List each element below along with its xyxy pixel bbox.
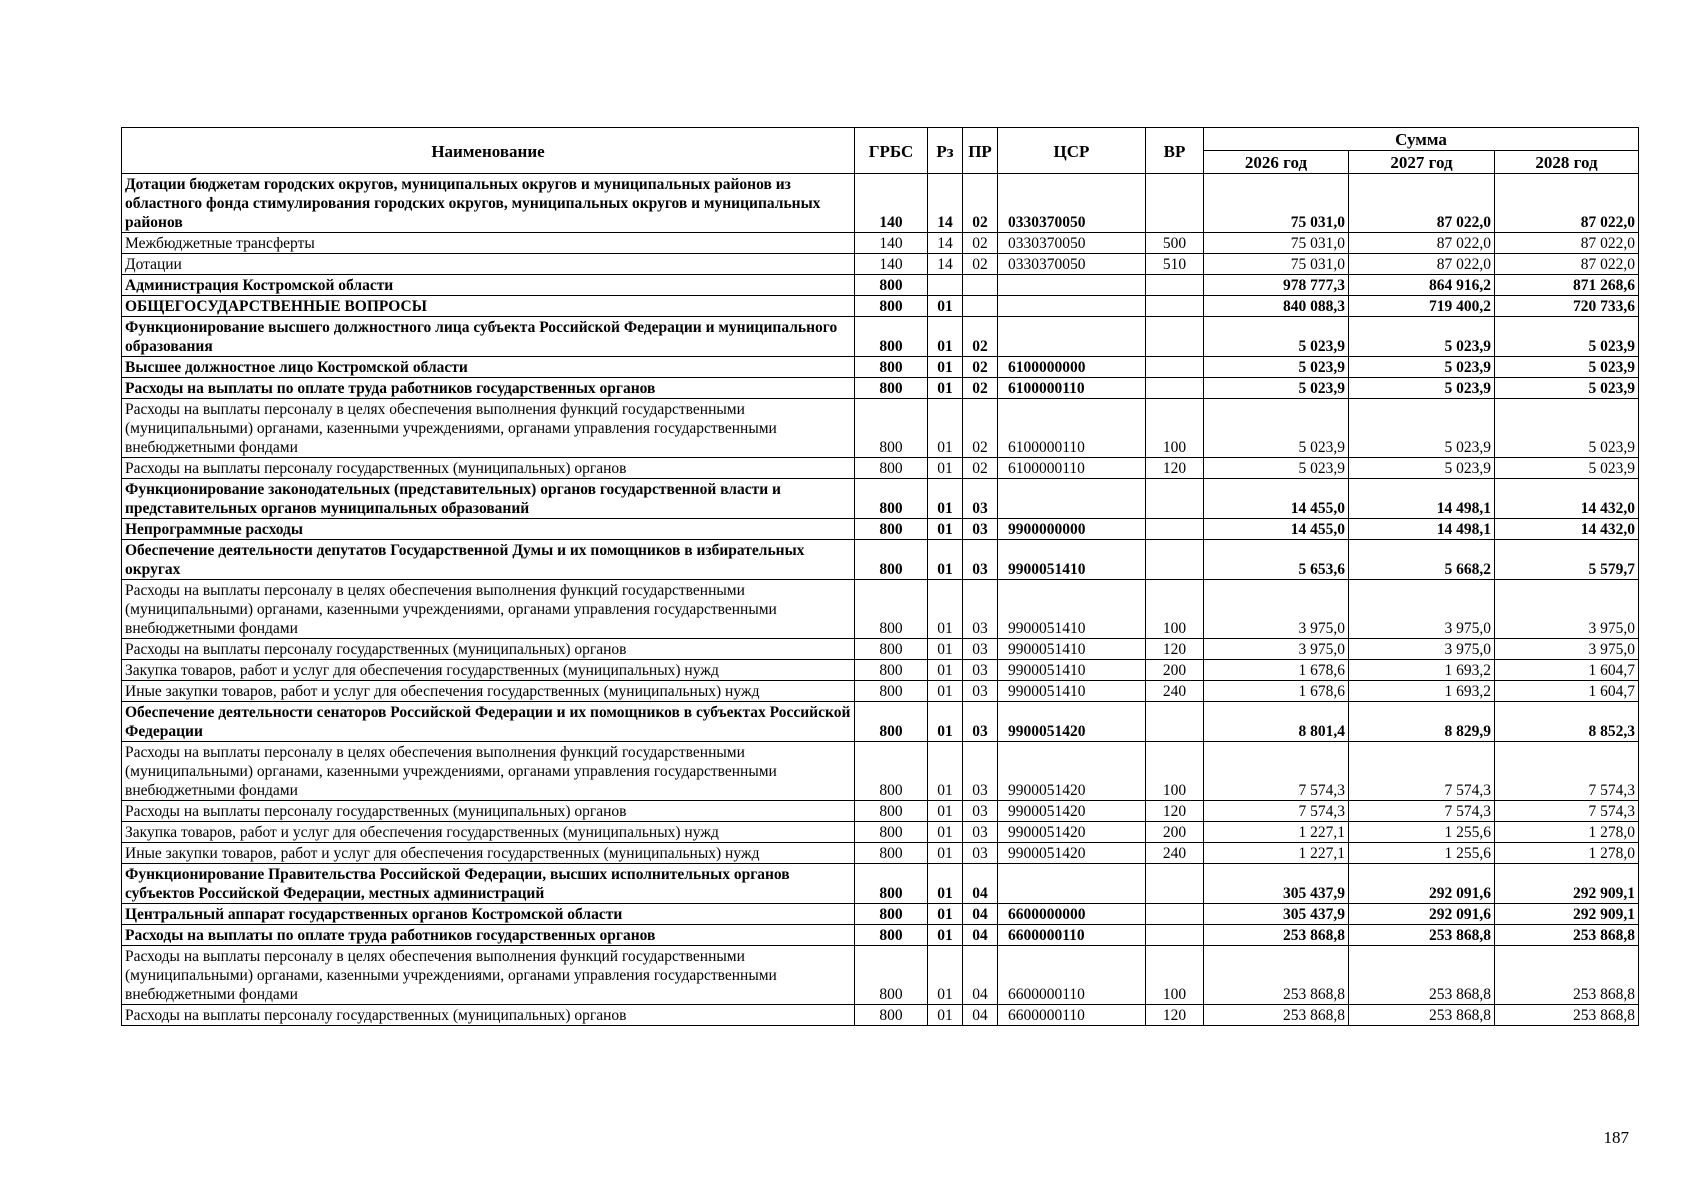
cell-sum-2027: 1 693,2 [1349,681,1495,702]
cell-vr [1146,378,1204,399]
cell-grbs: 800 [855,801,928,822]
cell-pr: 03 [963,801,998,822]
cell-grbs: 800 [855,904,928,925]
cell-sum-2027: 864 916,2 [1349,275,1495,296]
cell-sum-2026: 75 031,0 [1204,174,1349,233]
cell-vr [1146,479,1204,519]
table-row [122,925,1639,946]
cell-sum-2028: 3 975,0 [1495,580,1639,639]
cell-vr [1146,519,1204,540]
cell-pr: 03 [963,519,998,540]
cell-csr: 0330370050 [998,233,1146,254]
cell-sum-2026: 3 975,0 [1204,639,1349,660]
cell-sum-2027: 5 668,2 [1349,540,1495,580]
cell-sum-2028: 292 909,1 [1495,864,1639,904]
cell-name: Расходы на выплаты персоналу в целях обеспечения выполнения функций государственными (муниципальными) органами, казенными учреждениями, органами управления государственными внебюджетными фондами [122,946,855,1005]
cell-sum-2026: 305 437,9 [1204,864,1349,904]
table-row [122,864,1639,904]
table-row [122,275,1639,296]
cell-name: Расходы на выплаты по оплате труда работников государственных органов [122,925,855,946]
cell-rz: 01 [928,580,963,639]
cell-pr: 03 [963,479,998,519]
cell-csr [998,479,1146,519]
cell-name: Расходы на выплаты персоналу государственных (муниципальных) органов [122,639,855,660]
cell-sum-2026: 1 227,1 [1204,843,1349,864]
table-row [122,580,1639,639]
cell-csr: 9900051410 [998,580,1146,639]
cell-vr: 100 [1146,580,1204,639]
cell-pr: 02 [963,174,998,233]
cell-pr: 04 [963,904,998,925]
cell-rz: 01 [928,479,963,519]
cell-csr: 9900051420 [998,742,1146,801]
table-row [122,458,1639,479]
cell-csr: 9900051410 [998,639,1146,660]
cell-name: Расходы на выплаты по оплате труда работников государственных органов [122,378,855,399]
cell-csr: 9900000000 [998,519,1146,540]
cell-csr: 9900051410 [998,660,1146,681]
cell-rz: 01 [928,378,963,399]
header-pr: ПР [963,128,998,174]
table-row [122,946,1639,1005]
cell-rz: 01 [928,801,963,822]
cell-sum-2028: 14 432,0 [1495,479,1639,519]
cell-name: Расходы на выплаты персоналу в целях обеспечения выполнения функций государственными (муниципальными) органами, казенными учреждениями, органами управления государственными внебюджетными фондами [122,742,855,801]
cell-sum-2026: 5 023,9 [1204,378,1349,399]
cell-vr [1146,904,1204,925]
cell-sum-2028: 253 868,8 [1495,1005,1639,1026]
table-row [122,801,1639,822]
cell-sum-2027: 5 023,9 [1349,357,1495,378]
cell-sum-2028: 871 268,6 [1495,275,1639,296]
cell-sum-2026: 7 574,3 [1204,801,1349,822]
cell-sum-2027: 87 022,0 [1349,174,1495,233]
cell-pr [963,296,998,317]
cell-rz: 01 [928,904,963,925]
cell-grbs: 140 [855,233,928,254]
cell-rz: 01 [928,681,963,702]
cell-grbs: 800 [855,946,928,1005]
cell-vr [1146,174,1204,233]
cell-pr: 03 [963,660,998,681]
table-row [122,254,1639,275]
cell-rz: 01 [928,925,963,946]
cell-sum-2026: 5 653,6 [1204,540,1349,580]
page-number: 187 [1603,1128,1629,1147]
cell-grbs: 800 [855,681,928,702]
cell-name: Закупка товаров, работ и услуг для обеспечения государственных (муниципальных) нужд [122,822,855,843]
cell-vr: 120 [1146,1005,1204,1026]
cell-name: Непрограммные расходы [122,519,855,540]
cell-vr [1146,540,1204,580]
cell-pr [963,275,998,296]
cell-csr: 6600000110 [998,946,1146,1005]
cell-rz: 01 [928,742,963,801]
cell-sum-2028: 5 023,9 [1495,378,1639,399]
cell-sum-2026: 5 023,9 [1204,317,1349,357]
cell-csr: 9900051420 [998,822,1146,843]
table-row [122,822,1639,843]
header-year-2028: 2028 год [1495,151,1639,174]
cell-grbs: 800 [855,317,928,357]
cell-csr: 9900051410 [998,681,1146,702]
cell-csr: 6600000110 [998,1005,1146,1026]
table-row [122,660,1639,681]
cell-rz: 01 [928,399,963,458]
cell-rz: 14 [928,254,963,275]
cell-grbs: 800 [855,540,928,580]
cell-sum-2026: 978 777,3 [1204,275,1349,296]
cell-csr [998,317,1146,357]
cell-sum-2028: 292 909,1 [1495,904,1639,925]
cell-pr: 03 [963,580,998,639]
cell-csr: 6100000000 [998,357,1146,378]
table-row [122,378,1639,399]
cell-sum-2028: 5 579,7 [1495,540,1639,580]
cell-pr: 03 [963,639,998,660]
cell-sum-2026: 14 455,0 [1204,519,1349,540]
cell-sum-2027: 8 829,9 [1349,702,1495,742]
cell-sum-2028: 7 574,3 [1495,801,1639,822]
cell-csr: 6600000110 [998,925,1146,946]
cell-name: Администрация Костромской области [122,275,855,296]
cell-sum-2028: 87 022,0 [1495,254,1639,275]
header-sum: Сумма [1204,128,1639,151]
cell-sum-2028: 1 278,0 [1495,822,1639,843]
cell-grbs: 800 [855,742,928,801]
cell-grbs: 800 [855,378,928,399]
cell-sum-2026: 1 227,1 [1204,822,1349,843]
cell-pr: 04 [963,925,998,946]
cell-rz: 01 [928,864,963,904]
cell-sum-2028: 1 278,0 [1495,843,1639,864]
cell-sum-2028: 87 022,0 [1495,174,1639,233]
cell-vr: 200 [1146,822,1204,843]
cell-grbs: 800 [855,925,928,946]
cell-sum-2027: 1 255,6 [1349,822,1495,843]
table-row [122,681,1639,702]
cell-name: Расходы на выплаты персоналу государственных (муниципальных) органов [122,1005,855,1026]
cell-name: Функционирование законодательных (представительных) органов государственной власти и представительных органов муниципальных образований [122,479,855,519]
cell-sum-2027: 253 868,8 [1349,946,1495,1005]
table-row [122,639,1639,660]
cell-grbs: 800 [855,357,928,378]
cell-name: Дотации [122,254,855,275]
cell-vr [1146,925,1204,946]
cell-rz: 01 [928,639,963,660]
cell-sum-2026: 5 023,9 [1204,458,1349,479]
table-body [122,174,1639,1026]
cell-sum-2027: 1 693,2 [1349,660,1495,681]
cell-sum-2026: 75 031,0 [1204,233,1349,254]
cell-sum-2027: 292 091,6 [1349,904,1495,925]
cell-name: Межбюджетные трансферты [122,233,855,254]
cell-pr: 02 [963,233,998,254]
cell-rz: 01 [928,660,963,681]
cell-sum-2027: 14 498,1 [1349,519,1495,540]
cell-rz: 14 [928,233,963,254]
cell-sum-2028: 5 023,9 [1495,399,1639,458]
cell-vr [1146,864,1204,904]
cell-grbs: 800 [855,479,928,519]
cell-sum-2027: 253 868,8 [1349,1005,1495,1026]
cell-rz: 01 [928,540,963,580]
cell-name: Функционирование Правительства Российской Федерации, высших исполнительных органов субъектов Российской Федерации, местных администраций [122,864,855,904]
cell-rz [928,275,963,296]
cell-name: Функционирование высшего должностного лица субъекта Российской Федерации и муниципального образования [122,317,855,357]
cell-sum-2028: 14 432,0 [1495,519,1639,540]
cell-sum-2028: 8 852,3 [1495,702,1639,742]
cell-name: Обеспечение деятельности депутатов Государственной Думы и их помощников в избирательных округах [122,540,855,580]
cell-sum-2028: 720 733,6 [1495,296,1639,317]
cell-name: Дотации бюджетам городских округов, муниципальных округов и муниципальных районов из областного фонда стимулирования городских округов, муниципальных округов и муниципальных районов [122,174,855,233]
cell-pr: 03 [963,822,998,843]
cell-pr: 02 [963,458,998,479]
cell-sum-2027: 292 091,6 [1349,864,1495,904]
cell-csr [998,275,1146,296]
table-row [122,357,1639,378]
cell-vr [1146,296,1204,317]
cell-vr [1146,275,1204,296]
budget-table [121,127,1639,1026]
cell-pr: 04 [963,1005,998,1026]
cell-sum-2028: 1 604,7 [1495,660,1639,681]
cell-grbs: 800 [855,458,928,479]
table-row [122,904,1639,925]
cell-rz: 01 [928,296,963,317]
cell-pr: 02 [963,317,998,357]
cell-grbs: 800 [855,822,928,843]
cell-sum-2026: 5 023,9 [1204,357,1349,378]
cell-pr: 03 [963,742,998,801]
cell-pr: 04 [963,864,998,904]
cell-sum-2026: 75 031,0 [1204,254,1349,275]
cell-name: Расходы на выплаты персоналу государственных (муниципальных) органов [122,801,855,822]
table-row [122,174,1639,233]
cell-csr: 0330370050 [998,174,1146,233]
cell-pr: 03 [963,843,998,864]
cell-grbs: 800 [855,639,928,660]
cell-sum-2027: 3 975,0 [1349,580,1495,639]
cell-sum-2027: 719 400,2 [1349,296,1495,317]
header-year-2027: 2027 год [1349,151,1495,174]
cell-name: Расходы на выплаты персоналу государственных (муниципальных) органов [122,458,855,479]
cell-vr: 100 [1146,399,1204,458]
cell-sum-2028: 5 023,9 [1495,357,1639,378]
cell-grbs: 800 [855,275,928,296]
table-row [122,843,1639,864]
cell-csr [998,296,1146,317]
cell-vr: 500 [1146,233,1204,254]
cell-pr: 04 [963,946,998,1005]
cell-grbs: 800 [855,296,928,317]
cell-pr: 03 [963,540,998,580]
cell-sum-2026: 253 868,8 [1204,1005,1349,1026]
cell-sum-2026: 840 088,3 [1204,296,1349,317]
cell-vr: 120 [1146,639,1204,660]
cell-sum-2028: 7 574,3 [1495,742,1639,801]
cell-vr: 510 [1146,254,1204,275]
cell-sum-2027: 5 023,9 [1349,378,1495,399]
cell-sum-2026: 1 678,6 [1204,681,1349,702]
cell-csr: 6100000110 [998,458,1146,479]
cell-vr: 200 [1146,660,1204,681]
cell-sum-2027: 87 022,0 [1349,254,1495,275]
table-row [122,479,1639,519]
cell-sum-2026: 5 023,9 [1204,399,1349,458]
table-row [122,296,1639,317]
cell-vr: 120 [1146,458,1204,479]
cell-grbs: 800 [855,399,928,458]
cell-sum-2027: 14 498,1 [1349,479,1495,519]
cell-sum-2027: 3 975,0 [1349,639,1495,660]
table-row [122,233,1639,254]
cell-rz: 01 [928,946,963,1005]
cell-name: ОБЩЕГОСУДАРСТВЕННЫЕ ВОПРОСЫ [122,296,855,317]
cell-vr: 100 [1146,742,1204,801]
cell-sum-2026: 305 437,9 [1204,904,1349,925]
cell-sum-2026: 3 975,0 [1204,580,1349,639]
cell-sum-2027: 7 574,3 [1349,801,1495,822]
cell-vr [1146,357,1204,378]
cell-pr: 03 [963,702,998,742]
cell-sum-2027: 87 022,0 [1349,233,1495,254]
cell-csr: 9900051420 [998,843,1146,864]
cell-csr: 9900051410 [998,540,1146,580]
cell-rz: 14 [928,174,963,233]
cell-csr: 6600000000 [998,904,1146,925]
cell-vr [1146,317,1204,357]
cell-csr: 9900051420 [998,702,1146,742]
table-row [122,317,1639,357]
header-grbs: ГРБС [855,128,928,174]
cell-rz: 01 [928,702,963,742]
cell-sum-2027: 1 255,6 [1349,843,1495,864]
cell-sum-2027: 5 023,9 [1349,399,1495,458]
table-row [122,519,1639,540]
cell-sum-2028: 253 868,8 [1495,925,1639,946]
cell-sum-2028: 87 022,0 [1495,233,1639,254]
cell-rz: 01 [928,843,963,864]
table-header [122,128,1639,174]
header-vr: ВР [1146,128,1204,174]
cell-sum-2026: 14 455,0 [1204,479,1349,519]
cell-grbs: 140 [855,174,928,233]
cell-name: Высшее должностное лицо Костромской области [122,357,855,378]
cell-pr: 02 [963,378,998,399]
cell-rz: 01 [928,1005,963,1026]
cell-rz: 01 [928,519,963,540]
table-row [122,702,1639,742]
cell-grbs: 800 [855,519,928,540]
cell-rz: 01 [928,458,963,479]
cell-sum-2028: 3 975,0 [1495,639,1639,660]
cell-csr: 6100000110 [998,378,1146,399]
cell-vr: 100 [1146,946,1204,1005]
cell-rz: 01 [928,822,963,843]
cell-sum-2026: 8 801,4 [1204,702,1349,742]
cell-vr [1146,702,1204,742]
cell-grbs: 800 [855,660,928,681]
cell-vr: 240 [1146,843,1204,864]
cell-rz: 01 [928,317,963,357]
cell-name: Иные закупки товаров, работ и услуг для обеспечения государственных (муниципальных) нужд [122,681,855,702]
cell-pr: 02 [963,399,998,458]
cell-csr: 0330370050 [998,254,1146,275]
cell-csr: 9900051420 [998,801,1146,822]
cell-sum-2027: 5 023,9 [1349,317,1495,357]
cell-rz: 01 [928,357,963,378]
cell-csr [998,864,1146,904]
table-row [122,540,1639,580]
cell-grbs: 800 [855,580,928,639]
cell-grbs: 800 [855,1005,928,1026]
cell-sum-2026: 253 868,8 [1204,925,1349,946]
header-name: Наименование [122,128,855,174]
cell-sum-2026: 253 868,8 [1204,946,1349,1005]
cell-name: Расходы на выплаты персоналу в целях обеспечения выполнения функций государственными (муниципальными) органами, казенными учреждениями, органами управления государственными внебюджетными фондами [122,580,855,639]
cell-sum-2026: 7 574,3 [1204,742,1349,801]
cell-pr: 03 [963,681,998,702]
cell-sum-2026: 1 678,6 [1204,660,1349,681]
cell-sum-2028: 1 604,7 [1495,681,1639,702]
cell-grbs: 800 [855,864,928,904]
cell-grbs: 140 [855,254,928,275]
cell-csr: 6100000110 [998,399,1146,458]
cell-sum-2027: 253 868,8 [1349,925,1495,946]
cell-grbs: 800 [855,843,928,864]
cell-sum-2028: 5 023,9 [1495,317,1639,357]
header-csr: ЦСР [998,128,1146,174]
cell-sum-2027: 5 023,9 [1349,458,1495,479]
cell-sum-2027: 7 574,3 [1349,742,1495,801]
cell-name: Иные закупки товаров, работ и услуг для обеспечения государственных (муниципальных) нужд [122,843,855,864]
cell-name: Центральный аппарат государственных органов Костромской области [122,904,855,925]
table-row [122,399,1639,458]
table-row [122,1005,1639,1026]
header-rz: Рз [928,128,963,174]
cell-vr: 120 [1146,801,1204,822]
cell-name: Закупка товаров, работ и услуг для обеспечения государственных (муниципальных) нужд [122,660,855,681]
cell-pr: 02 [963,254,998,275]
cell-pr: 02 [963,357,998,378]
cell-name: Обеспечение деятельности сенаторов Российской Федерации и их помощников в субъектах Российской Федерации [122,702,855,742]
cell-grbs: 800 [855,702,928,742]
cell-sum-2028: 253 868,8 [1495,946,1639,1005]
cell-sum-2028: 5 023,9 [1495,458,1639,479]
cell-name: Расходы на выплаты персоналу в целях обеспечения выполнения функций государственными (муниципальными) органами, казенными учреждениями, органами управления государственными внебюджетными фондами [122,399,855,458]
cell-vr: 240 [1146,681,1204,702]
table-row [122,742,1639,801]
header-year-2026: 2026 год [1204,151,1349,174]
